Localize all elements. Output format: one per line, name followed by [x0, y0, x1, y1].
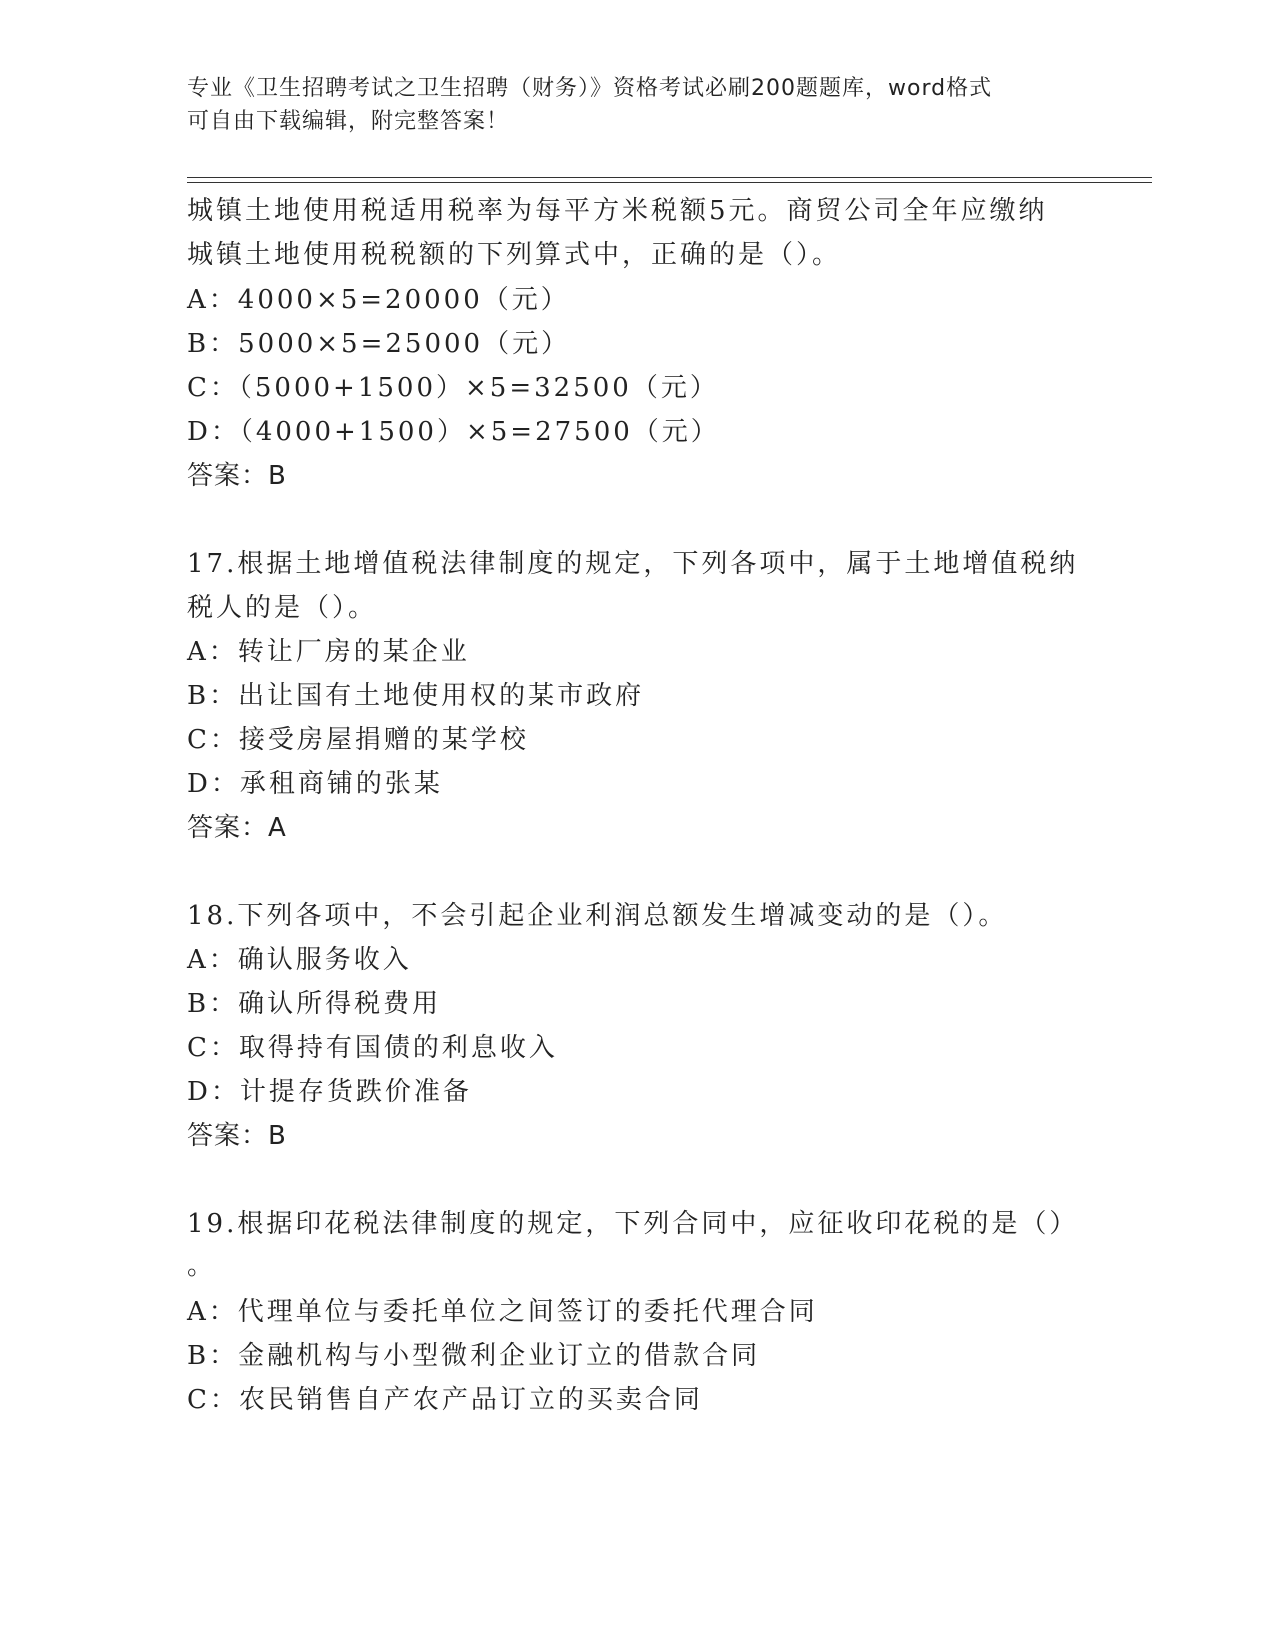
q19-stem-line-2: 。 — [187, 1251, 217, 1281]
q19-option-a: A：代理单位与委托单位之间签订的委托代理合同 — [187, 1297, 818, 1327]
q16-stem-line-2: 城镇土地使用税税额的下列算式中，正确的是（）。 — [187, 240, 842, 270]
q18-option-a: A：确认服务收入 — [187, 945, 412, 975]
q16-option-d: D：（4000+1500）×5=27500（元） — [187, 417, 720, 447]
q17-stem-line-1: 17.根据土地增值税法律制度的规定，下列各项中，属于土地增值税纳 — [187, 549, 1079, 579]
header-divider-top — [187, 177, 1152, 178]
q17-option-a: A：转让厂房的某企业 — [187, 637, 470, 667]
q17-option-b: B：出让国有土地使用权的某市政府 — [187, 681, 645, 711]
q18-answer: 答案：B — [187, 1121, 287, 1151]
q18-stem-line-1: 18.下列各项中，不会引起企业利润总额发生增减变动的是（）。 — [187, 901, 1008, 931]
header-line-2: 可自由下载编辑，附完整答案！ — [187, 109, 510, 134]
q18-option-b: B：确认所得税费用 — [187, 989, 442, 1019]
q17-option-d: D：承租商铺的张某 — [187, 769, 443, 799]
q17-answer: 答案：A — [187, 813, 287, 843]
q19-option-c: C：农民销售自产农产品订立的买卖合同 — [187, 1385, 703, 1415]
q17-stem-line-2: 税人的是（）。 — [187, 593, 378, 623]
header-line-1: 专业《卫生招聘考试之卫生招聘（财务）》资格考试必刷200题题库，word格式 — [187, 76, 993, 101]
q17-option-c: C：接受房屋捐赠的某学校 — [187, 725, 529, 755]
q18-option-c: C：取得持有国债的利息收入 — [187, 1033, 558, 1063]
q16-stem-line-1: 城镇土地使用税适用税率为每平方米税额5元。商贸公司全年应缴纳 — [187, 196, 1048, 226]
q19-stem-line-1: 19.根据印花税法律制度的规定，下列合同中，应征收印花税的是（） — [187, 1209, 1079, 1239]
q16-answer: 答案：B — [187, 461, 287, 491]
q19-option-b: B：金融机构与小型微利企业订立的借款合同 — [187, 1341, 761, 1371]
q16-option-a: A：4000×5=20000（元） — [187, 285, 570, 315]
q16-option-c: C：（5000+1500）×5=32500（元） — [187, 373, 719, 403]
q18-option-d: D：计提存货跌价准备 — [187, 1077, 472, 1107]
header-divider-bottom — [187, 182, 1152, 183]
q16-option-b: B：5000×5=25000（元） — [187, 329, 571, 359]
document-header — [187, 72, 1087, 138]
